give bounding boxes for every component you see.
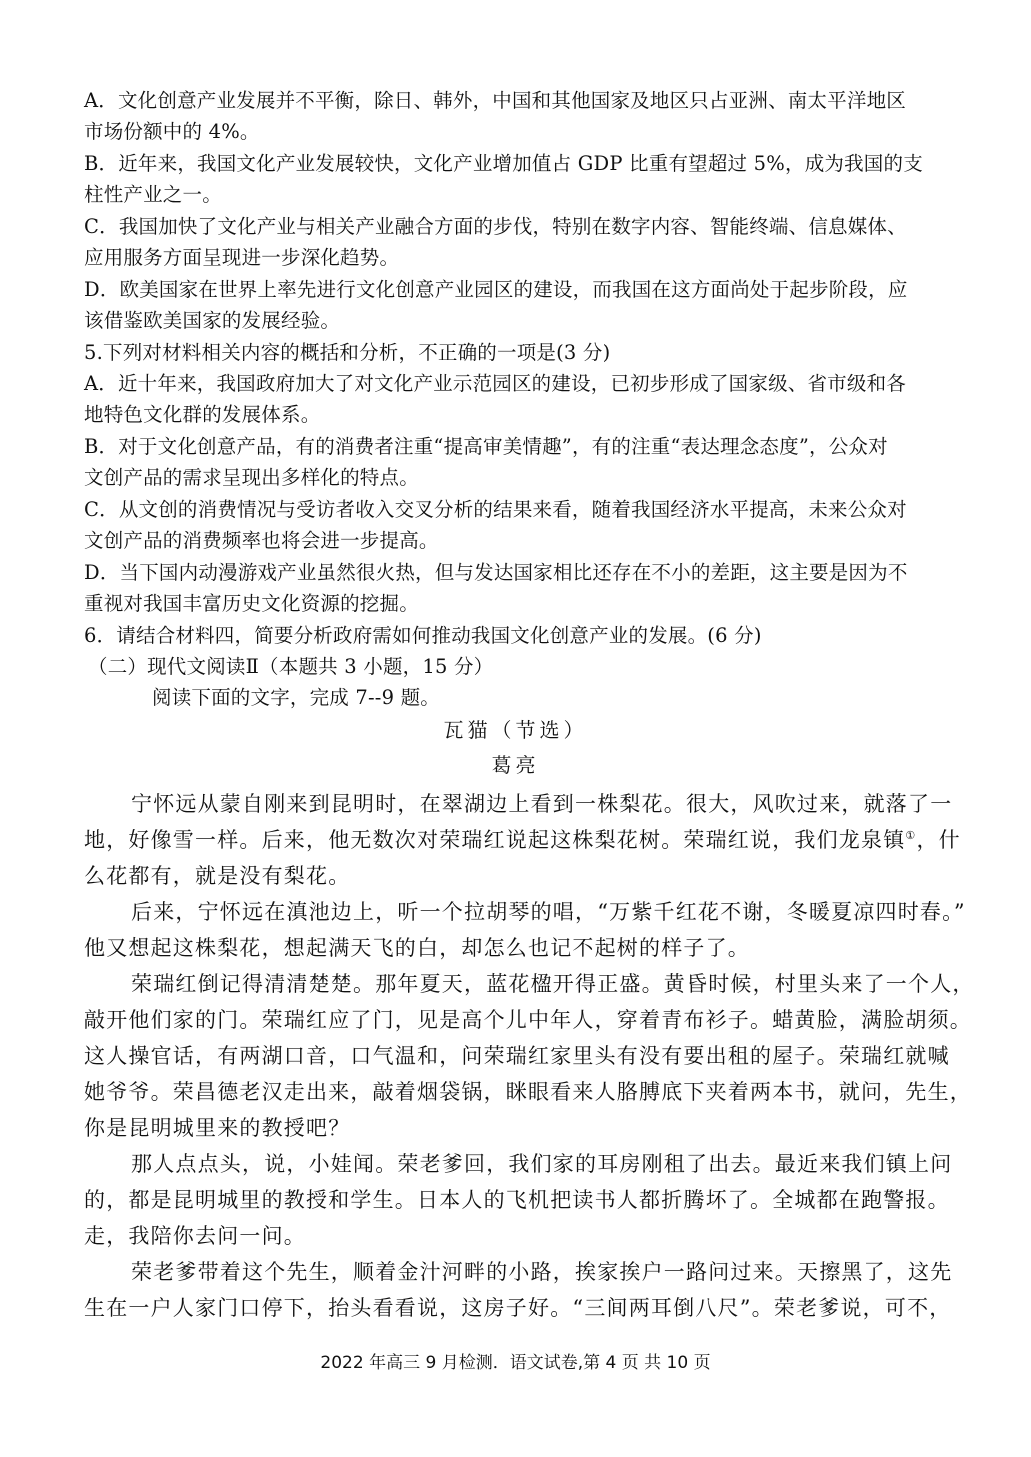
story-line: 宁怀远从蒙自刚来到昆明时，在翠湖边上看到一株梨花。很大，风吹过来，就落了一 <box>131 792 953 816</box>
option-5d-line2: 重视对我国丰富历史文化资源的挖掘。 <box>84 592 419 615</box>
story-line: 么花都有，就是没有梨花。 <box>84 864 351 888</box>
option-4b-line2: 柱性产业之一。 <box>84 183 222 206</box>
option-4c-line1: C．我国加快了文化产业与相关产业融合方面的步伐，特别在数字内容、智能终端、信息媒体、 <box>84 215 907 238</box>
story-line: 荣老爹带着这个先生，顺着金汁河畔的小路，挨家挨户一路问过来。天擦黑了，这先 <box>131 1260 953 1284</box>
story-line: 敲开他们家的门。荣瑞红应了门，见是高个儿中年人，穿着青布衫子。蜡黄脸，满脸胡须。 <box>84 1008 972 1032</box>
option-5c-line2: 文创产品的消费频率也将会进一步提高。 <box>84 529 439 552</box>
question-5: 5.下列对材料相关内容的概括和分析，不正确的一项是(3 分) <box>84 341 611 364</box>
option-4d-line1: D．欧美国家在世界上率先进行文化创意产业园区的建设，而我国在这方面尚处于起步阶段，应 <box>84 278 908 301</box>
story-line: 荣瑞红倒记得清清楚楚。那年夏天，蓝花楹开得正盛。黄昏时候，村里头来了一个人， <box>131 972 975 996</box>
option-4a-line1: A．文化创意产业发展并不平衡，除日、韩外，中国和其他国家及地区只占亚洲、南太平洋地区 <box>84 89 906 112</box>
option-5c-line1: C．从文创的消费情况与受访者收入交叉分析的结果来看，随着我国经济水平提高，未来公众对 <box>84 498 907 521</box>
option-4b-line1: B．近年来，我国文化产业发展较快，文化产业增加值占 GDP 比重有望超过 5%，成为我国的支 <box>84 152 923 175</box>
option-5b-line1: B．对于文化创意产品，有的消费者注重“提高审美情趣”，有的注重“表达理念态度”，公众对 <box>84 435 888 458</box>
story-line: 后来，宁怀远在滇池边上，听一个拉胡琴的唱，“万紫千红花不谢，冬暖夏凉四时春。” <box>131 900 966 924</box>
story-line: 的，都是昆明城里的教授和学生。日本人的飞机把读书人都折腾坏了。全城都在跑警报。 <box>84 1188 950 1212</box>
story-line: 你是昆明城里来的教授吧？ <box>84 1116 351 1140</box>
story-author: 葛亮 <box>491 753 540 777</box>
page-footer: 2022 年高三 9 月检测．语文试卷,第 4 页 共 10 页 <box>320 1353 711 1373</box>
story-line: 这人操官话，有两湖口音，口气温和，问荣瑞红家里头有没有要出租的屋子。荣瑞红就喊 <box>84 1044 950 1068</box>
section-heading: （二）现代文阅读Ⅱ（本题共 3 小题，15 分） <box>88 655 494 678</box>
question-6: 6．请结合材料四，简要分析政府需如何推动我国文化创意产业的发展。(6 分) <box>84 624 762 647</box>
story-line: 她爷爷。荣昌德老汉走出来，敲着烟袋锅，眯眼看来人胳膊底下夹着两本书，就问，先生， <box>84 1080 972 1104</box>
story-title: 瓦猫（节选） <box>443 718 588 742</box>
option-5a-line1: A．近十年来，我国政府加大了对文化产业示范园区的建设，已初步形成了国家级、省市级和各 <box>84 372 906 395</box>
footnote-marker: ① <box>905 829 917 842</box>
option-5a-line2: 地特色文化群的发展体系。 <box>84 403 321 426</box>
story-line: 走，我陪你去问一问。 <box>84 1224 306 1248</box>
story-line: 生在一户人家门口停下，抬头看看说，这房子好。“三间两耳倒八尺”。荣老爹说，可不， <box>84 1296 952 1320</box>
option-5d-line1: D．当下国内动漫游戏产业虽然很火热，但与发达国家相比还存在不小的差距，这主要是因为不 <box>84 561 908 584</box>
option-4c-line2: 应用服务方面呈现进一步深化趋势。 <box>84 246 400 269</box>
option-4a-line2: 市场份额中的 4%。 <box>84 120 260 143</box>
story-line: 他又想起这株梨花，想起满天飞的白，却怎么也记不起树的样子了。 <box>84 936 750 960</box>
option-4d-line2: 该借鉴欧美国家的发展经验。 <box>84 309 341 332</box>
story-line: 地，好像雪一样。后来，他无数次对荣瑞红说起这株梨花树。荣瑞红说，我们龙泉镇①，什 <box>84 828 961 852</box>
reading-instruction: 阅读下面的文字，完成 7--9 题。 <box>152 686 440 709</box>
story-line: 那人点点头，说，小娃闻。荣老爹回，我们家的耳房刚租了出去。最近来我们镇上问 <box>131 1152 953 1176</box>
option-5b-line2: 文创产品的需求呈现出多样化的特点。 <box>84 466 419 489</box>
